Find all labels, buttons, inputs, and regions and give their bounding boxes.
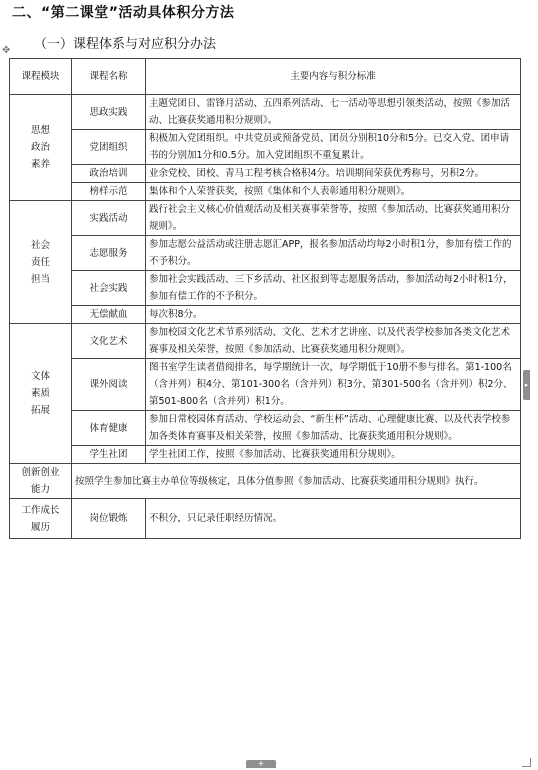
module-cell: 文体 素质 拓展 — [10, 324, 72, 464]
module-cell: 思想 政治 素养 — [10, 95, 72, 201]
course-detail: 积极加入党团组织。中共党员或预备党员、团员分别积10分和5分。已交入党、团申请书的分别加1分和0.5分。加入党团组织不重复累计。 — [146, 130, 521, 165]
course-name: 实践活动 — [72, 201, 146, 236]
course-name: 榜样示范 — [72, 183, 146, 201]
resize-grip-icon[interactable] — [522, 758, 531, 767]
module-cell: 工作成长 履历 — [10, 499, 72, 539]
course-name: 岗位锻炼 — [72, 499, 146, 539]
course-name: 体育健康 — [72, 411, 146, 446]
table-row — [10, 446, 521, 464]
course-name: 志愿服务 — [72, 236, 146, 271]
module-cell: 社会 责任 担当 — [10, 201, 72, 324]
scoring-table — [9, 58, 521, 539]
course-detail: 按照学生参加比赛主办单位等级核定，具体分值参照《参加活动、比赛获奖通用积分规则》执行。 — [72, 464, 521, 499]
table-row — [10, 271, 521, 306]
table-row — [10, 324, 521, 359]
table-row — [10, 306, 521, 324]
course-detail: 主题党团日、雷锋月活动、五四系列活动、七一活动等思想引领类活动，按照《参加活动、比赛获奖通用积分规则》。 — [146, 95, 521, 130]
table-row — [10, 359, 521, 411]
table-row — [10, 411, 521, 446]
table-row — [10, 201, 521, 236]
course-detail: 图书室学生读者借阅排名，每学期统计一次，每学期低于10册不参与排名。第1-100名（含并列）积4分、第101-300名（含并列）积3分、第301-500名（含并列）积2分、第501-800名（含并列）积1分。 — [146, 359, 521, 411]
course-name: 无偿献血 — [72, 306, 146, 324]
course-detail: 参加校园文化艺术节系列活动、文化、艺术才艺讲座、以及代表学校参加各类文化艺术赛事及相关荣誉，按照《参加活动、比赛获奖通用积分规则》。 — [146, 324, 521, 359]
course-name: 党团组织 — [72, 130, 146, 165]
table-row — [10, 130, 521, 165]
course-detail: 参加日常校园体育活动、学校运动会、“新生杯”活动、心理健康比赛、以及代表学校参加各类体育赛事及相关荣誉，按照《参加活动、比赛获奖通用积分规则》。 — [146, 411, 521, 446]
header-detail: 主要内容与积分标准 — [146, 59, 521, 95]
move-handle-icon[interactable]: ✥ — [2, 45, 11, 56]
course-name: 思政实践 — [72, 95, 146, 130]
course-name: 文化艺术 — [72, 324, 146, 359]
course-detail: 每次积8分。 — [146, 306, 521, 324]
course-detail: 践行社会主义核心价值观活动及相关赛事荣誉等，按照《参加活动、比赛获奖通用积分规则》。 — [146, 201, 521, 236]
course-detail: 不积分，只记录任职经历情况。 — [146, 499, 521, 539]
table-row — [10, 165, 521, 183]
table-row — [10, 499, 521, 539]
table-row — [10, 464, 521, 499]
table-header-row — [10, 59, 521, 95]
course-name: 政治培训 — [72, 165, 146, 183]
table-row — [10, 95, 521, 130]
table-row — [10, 236, 521, 271]
section-subheading: （一）课程体系与对应积分办法 — [34, 37, 217, 52]
course-detail: 学生社团工作，按照《参加活动、比赛获奖通用积分规则》。 — [146, 446, 521, 464]
expand-arrow-icon[interactable]: ▸ — [523, 370, 530, 400]
course-name: 社会实践 — [72, 271, 146, 306]
course-detail: 业余党校、团校、青马工程考核合格积4分。培训期间荣获优秀称号，另积2分。 — [146, 165, 521, 183]
module-cell: 创新创业 能力 — [10, 464, 72, 499]
header-module: 课程模块 — [10, 59, 72, 95]
add-row-icon[interactable]: + — [246, 760, 276, 768]
course-name: 学生社团 — [72, 446, 146, 464]
course-detail: 参加志愿公益活动或注册志愿汇APP，报名参加活动均每2小时积1分，参加有偿工作的不予积分。 — [146, 236, 521, 271]
table-row — [10, 183, 521, 201]
course-name: 课外阅读 — [72, 359, 146, 411]
course-detail: 集体和个人荣誉获奖，按照《集体和个人表彰通用积分规则》。 — [146, 183, 521, 201]
section-heading: 二、“第二课堂”活动具体积分方法 — [12, 5, 235, 21]
course-detail: 参加社会实践活动、三下乡活动、社区报到等志愿服务活动，参加活动每2小时积1分，参加有偿工作的不予积分。 — [146, 271, 521, 306]
header-course: 课程名称 — [72, 59, 146, 95]
